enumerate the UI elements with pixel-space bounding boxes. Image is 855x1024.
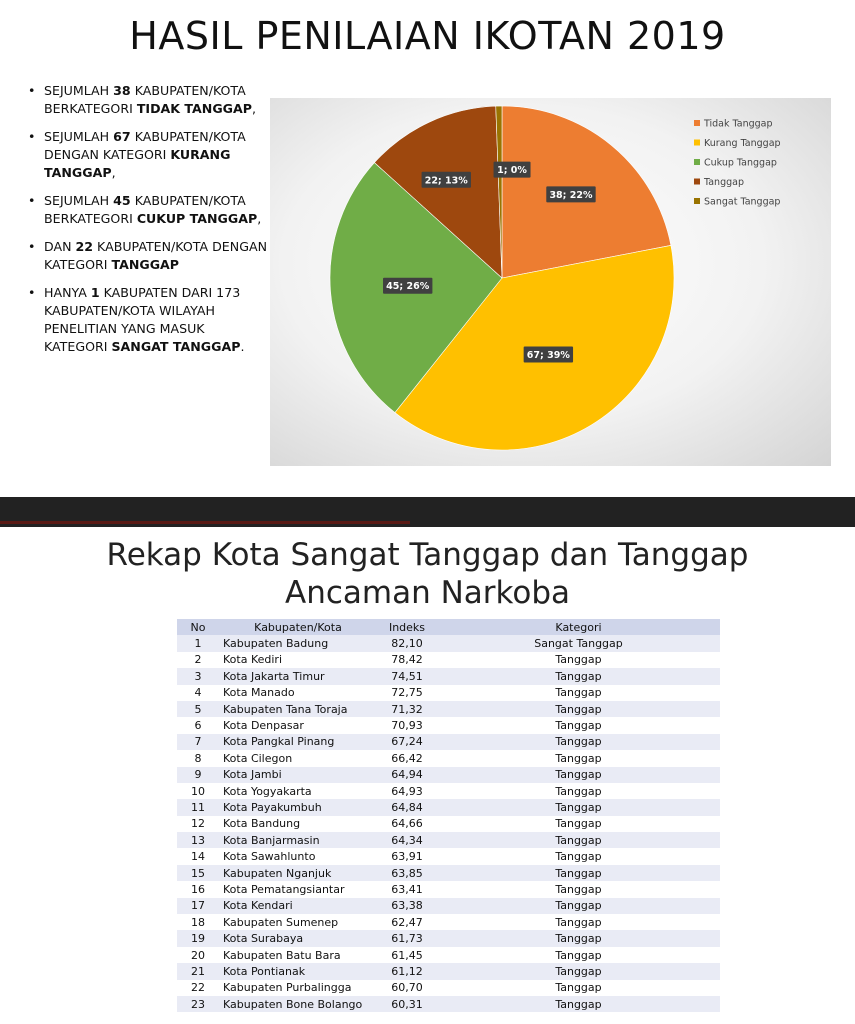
cell-no: 19: [177, 930, 219, 946]
table-row: [177, 783, 720, 799]
bullet-emphasis: 38: [113, 83, 131, 98]
bullet-text: SEJUMLAH: [44, 129, 114, 144]
cell-indeks: 64,84: [377, 799, 437, 815]
cell-kategori: Tanggap: [437, 914, 720, 930]
svg-text:67; 39%: 67; 39%: [526, 349, 570, 361]
bullet-text: ,: [251, 101, 256, 116]
bullet-text: HANYA: [44, 285, 91, 300]
bullet-emphasis: TIDAK TANGGAP: [136, 101, 252, 116]
cell-kabupaten: Kota Sawahlunto: [219, 848, 377, 864]
cell-indeks: 70,93: [377, 717, 437, 733]
cell-indeks: 61,12: [377, 963, 437, 979]
rekap-table: [177, 619, 720, 1012]
svg-text:1; 0%: 1; 0%: [497, 165, 527, 177]
cell-kategori: Tanggap: [437, 963, 720, 979]
cell-kategori: Tanggap: [437, 865, 720, 881]
table-row: [177, 701, 720, 717]
cell-kabupaten: Kota Surabaya: [219, 930, 377, 946]
cell-no: 6: [177, 717, 219, 733]
cell-no: 10: [177, 783, 219, 799]
column-header-no: No: [177, 619, 219, 635]
legend-label: Cukup Tanggap: [704, 157, 777, 169]
table-row: [177, 799, 720, 815]
cell-kategori: Tanggap: [437, 898, 720, 914]
cell-kategori: Tanggap: [437, 980, 720, 996]
data-label: [524, 346, 573, 362]
table-row: [177, 767, 720, 783]
cell-no: 1: [177, 635, 219, 651]
cell-kabupaten: Kota Cilegon: [219, 750, 377, 766]
chart-legend: [694, 119, 781, 208]
cell-no: 12: [177, 816, 219, 832]
cell-no: 22: [177, 980, 219, 996]
cell-kabupaten: Kota Manado: [219, 685, 377, 701]
bullet-text: KABUPATEN/KOTA DENGAN KATEGORI: [44, 129, 246, 162]
cell-kategori: Tanggap: [437, 930, 720, 946]
page-title: HASIL PENILAIAN IKOTAN 2019: [129, 14, 726, 58]
cell-kategori: Tanggap: [437, 685, 720, 701]
cell-kabupaten: Kabupaten Purbalingga: [219, 980, 377, 996]
cell-kabupaten: Kota Pematangsiantar: [219, 881, 377, 897]
cell-kategori: Tanggap: [437, 996, 720, 1012]
table-header-row: [177, 619, 720, 635]
table-row: [177, 947, 720, 963]
table-row: [177, 668, 720, 684]
cell-kabupaten: Kabupaten Bone Bolango: [219, 996, 377, 1012]
cell-kategori: Tanggap: [437, 668, 720, 684]
cell-indeks: 63,38: [377, 898, 437, 914]
summary-bullet: [28, 284, 268, 356]
cell-kategori: Tanggap: [437, 881, 720, 897]
pie-chart: [270, 98, 831, 466]
cell-indeks: 63,91: [377, 848, 437, 864]
cell-indeks: 71,32: [377, 701, 437, 717]
pie-chart-panel: [270, 98, 831, 466]
legend-label: Sangat Tanggap: [704, 196, 781, 208]
cell-kabupaten: Kabupaten Badung: [219, 635, 377, 651]
column-header-indeks: Indeks: [377, 619, 437, 635]
cell-kabupaten: Kota Kediri: [219, 652, 377, 668]
bullet-emphasis: 45: [113, 193, 131, 208]
bullet-text: ,: [111, 165, 116, 180]
summary-bullet: [28, 238, 268, 274]
cell-kabupaten: Kota Denpasar: [219, 717, 377, 733]
table-row: [177, 930, 720, 946]
cell-kabupaten: Kabupaten Batu Bara: [219, 947, 377, 963]
cell-no: 20: [177, 947, 219, 963]
cell-kategori: Tanggap: [437, 783, 720, 799]
cell-indeks: 64,34: [377, 832, 437, 848]
section-title-line-1: Rekap Kota Sangat Tanggap dan Tanggap: [106, 537, 749, 573]
bullet-emphasis: CUKUP TANGGAP: [136, 211, 258, 226]
column-header-kategori: Kategori: [437, 619, 720, 635]
cell-no: 21: [177, 963, 219, 979]
data-label: [422, 172, 471, 188]
table-row: [177, 816, 720, 832]
bullet-text: SEJUMLAH: [44, 193, 114, 208]
cell-indeks: 64,93: [377, 783, 437, 799]
table-row: [177, 963, 720, 979]
cell-no: 13: [177, 832, 219, 848]
cell-kabupaten: Kota Jakarta Timur: [219, 668, 377, 684]
cell-indeks: 61,73: [377, 930, 437, 946]
bullet-emphasis: 1: [90, 285, 100, 300]
bullet-text: SEJUMLAH: [44, 83, 114, 98]
section-title-line-2: Ancaman Narkoba: [284, 575, 570, 611]
bullet-text: ,: [257, 211, 262, 226]
table-row: [177, 717, 720, 733]
cell-no: 8: [177, 750, 219, 766]
legend-label: Kurang Tanggap: [704, 138, 781, 149]
bullet-text: .: [240, 339, 245, 354]
cell-kategori: Tanggap: [437, 848, 720, 864]
cell-kategori: Tanggap: [437, 832, 720, 848]
cell-kabupaten: Kota Pontianak: [219, 963, 377, 979]
bullet-emphasis: SANGAT TANGGAP: [111, 339, 241, 354]
bullet-emphasis: TANGGAP: [111, 257, 180, 272]
table-row: [177, 750, 720, 766]
section-title: [0, 536, 855, 612]
cell-kabupaten: Kabupaten Tana Toraja: [219, 701, 377, 717]
bullet-text: KABUPATEN/KOTA BERKATEGORI: [44, 193, 246, 226]
cell-no: 15: [177, 865, 219, 881]
cell-kabupaten: Kota Pangkal Pinang: [219, 734, 377, 750]
summary-bullet: [28, 128, 268, 182]
bullet-text: DAN: [44, 239, 76, 254]
table-row: [177, 898, 720, 914]
cell-indeks: 82,10: [377, 635, 437, 651]
table-row: [177, 865, 720, 881]
cell-no: 5: [177, 701, 219, 717]
table-row: [177, 734, 720, 750]
table-row: [177, 996, 720, 1012]
cell-kategori: Tanggap: [437, 701, 720, 717]
bullet-emphasis: 22: [75, 239, 94, 254]
legend-swatch: [694, 159, 700, 165]
svg-text:45; 26%: 45; 26%: [386, 281, 430, 293]
cell-indeks: 62,47: [377, 914, 437, 930]
cell-kabupaten: Kabupaten Nganjuk: [219, 865, 377, 881]
bullet-text: KABUPATEN DARI 173 KABUPATEN/KOTA WILAYAH PENELITIAN YANG MASUK KATEGORI: [44, 285, 241, 354]
data-label: [494, 162, 531, 178]
cell-no: 11: [177, 799, 219, 815]
cell-indeks: 64,66: [377, 816, 437, 832]
section-divider: [0, 497, 855, 527]
cell-no: 16: [177, 881, 219, 897]
table-row: [177, 914, 720, 930]
cell-indeks: 74,51: [377, 668, 437, 684]
legend-swatch: [694, 198, 700, 204]
table-row: [177, 685, 720, 701]
legend-label: Tidak Tanggap: [704, 118, 773, 130]
table-row: [177, 848, 720, 864]
legend-swatch: [694, 140, 700, 146]
cell-indeks: 63,85: [377, 865, 437, 881]
legend-label: Tanggap: [704, 177, 744, 188]
data-label: [546, 186, 595, 202]
svg-text:22; 13%: 22; 13%: [424, 175, 468, 187]
cell-no: 2: [177, 652, 219, 668]
summary-bullet: [28, 82, 268, 118]
summary-bullet-list: [28, 82, 268, 366]
cell-indeks: 60,31: [377, 996, 437, 1012]
data-label: [383, 278, 432, 294]
table-row: [177, 980, 720, 996]
table-row: [177, 881, 720, 897]
cell-indeks: 63,41: [377, 881, 437, 897]
cell-kategori: Tanggap: [437, 767, 720, 783]
cell-kabupaten: Kota Jambi: [219, 767, 377, 783]
column-header-kabupaten: Kabupaten/Kota: [219, 619, 377, 635]
bullet-text: KABUPATEN/KOTA DENGAN KATEGORI: [44, 239, 267, 272]
bullet-emphasis: 67: [113, 129, 131, 144]
cell-kategori: Tanggap: [437, 947, 720, 963]
cell-indeks: 67,24: [377, 734, 437, 750]
bullet-emphasis: KURANG TANGGAP: [44, 147, 231, 180]
cell-no: 7: [177, 734, 219, 750]
cell-no: 17: [177, 898, 219, 914]
legend-swatch: [694, 179, 700, 185]
bullet-text: KABUPATEN/KOTA BERKATEGORI: [44, 83, 246, 116]
cell-no: 18: [177, 914, 219, 930]
cell-indeks: 78,42: [377, 652, 437, 668]
cell-kategori: Sangat Tanggap: [437, 635, 720, 651]
table-row: [177, 635, 720, 651]
cell-kabupaten: Kota Kendari: [219, 898, 377, 914]
cell-no: 4: [177, 685, 219, 701]
cell-kategori: Tanggap: [437, 652, 720, 668]
table-row: [177, 832, 720, 848]
cell-indeks: 61,45: [377, 947, 437, 963]
legend-swatch: [694, 120, 700, 126]
cell-kabupaten: Kota Yogyakarta: [219, 783, 377, 799]
cell-kategori: Tanggap: [437, 717, 720, 733]
cell-indeks: 60,70: [377, 980, 437, 996]
cell-kabupaten: Kabupaten Sumenep: [219, 914, 377, 930]
cell-kategori: Tanggap: [437, 734, 720, 750]
cell-kategori: Tanggap: [437, 750, 720, 766]
cell-kabupaten: Kota Banjarmasin: [219, 832, 377, 848]
cell-no: 9: [177, 767, 219, 783]
cell-no: 14: [177, 848, 219, 864]
cell-kategori: Tanggap: [437, 799, 720, 815]
cell-kabupaten: Kota Bandung: [219, 816, 377, 832]
cell-no: 23: [177, 996, 219, 1012]
summary-bullet: [28, 192, 268, 228]
table-row: [177, 652, 720, 668]
cell-indeks: 72,75: [377, 685, 437, 701]
cell-kabupaten: Kota Payakumbuh: [219, 799, 377, 815]
svg-text:38; 22%: 38; 22%: [549, 189, 593, 201]
cell-no: 3: [177, 668, 219, 684]
cell-kategori: Tanggap: [437, 816, 720, 832]
cell-indeks: 64,94: [377, 767, 437, 783]
cell-indeks: 66,42: [377, 750, 437, 766]
